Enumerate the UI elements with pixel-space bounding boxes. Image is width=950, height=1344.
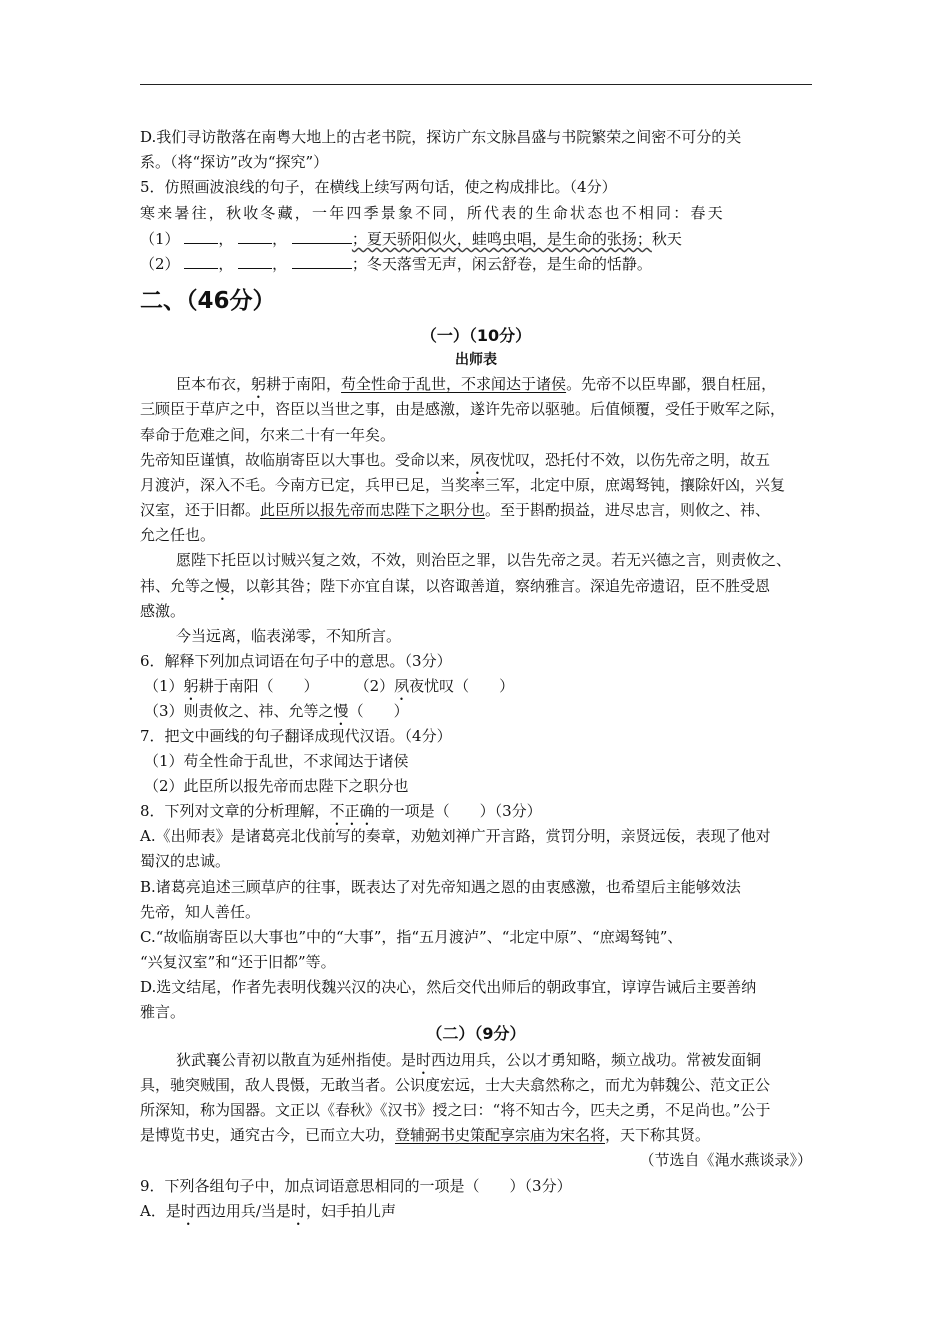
- q6-dotted-gong: 躬: [183, 677, 199, 695]
- passage1-line10: 感激。: [140, 602, 186, 620]
- passage1-line5: 月渡泸，深入不毛。今南方已定，兵甲已足，当奖率三军，北定中原，庶竭驽钝，攘除奸凶，兴复: [140, 476, 786, 494]
- section-2-title: 二、（46分）: [140, 288, 276, 314]
- q5-stem: 5．仿照画波浪线的句子，在横线上续写两句话，使之构成排比。（4分）: [140, 178, 617, 196]
- q5-blank-2b[interactable]: [238, 254, 272, 269]
- q9-option-a: A．是时西边用兵/当是时，妇手拍儿声: [140, 1202, 396, 1220]
- q5-blank-2c[interactable]: [292, 254, 352, 269]
- dotted-word-su: 夙: [470, 451, 486, 469]
- q8-dotted-incorrect: 不正确: [329, 802, 375, 820]
- q5-wavy-sentence: ；夏天骄阳似火，蛙鸣虫唱，是生命的张扬；: [351, 230, 652, 248]
- q8-option-c-line2: “兴复汉室”和“还于旧都”等。: [140, 953, 336, 971]
- underlined-sentence-1: 苟全性命于乱世，不求闻达于诸侯: [341, 375, 567, 393]
- q8-option-b-line2: 先帝，知人善任。: [140, 903, 261, 921]
- q5-line2-end: 秋天: [651, 230, 682, 248]
- q5-blank2-label: （2）: [140, 255, 180, 273]
- passage1-line1: 臣本布衣，躬耕于南阳，苟全性命于乱世，不求闻达于诸侯。先帝不以臣卑鄙，猥自枉屈，: [176, 375, 777, 393]
- dotted-word-gong: 躬: [251, 375, 267, 393]
- passage2-dotted-shi: 时: [416, 1051, 432, 1069]
- passage1-line7: 允之任也。: [140, 526, 216, 544]
- q8-option-d-line2: 雅言。: [140, 1003, 186, 1021]
- passage1-line8: 愿陛下托臣以讨贼兴复之效，不效，则治臣之罪，以告先帝之灵。若无兴德之言，则责攸之、: [176, 551, 792, 569]
- q6-dotted-su: 夙: [394, 677, 410, 695]
- q5-blank-1c[interactable]: [292, 229, 352, 244]
- q5-blank-1a[interactable]: [184, 229, 218, 244]
- passage2-line1: 狄武襄公青初以散直为延州指使。是时西边用兵，公以才勇知略，频立战功。常被发面铜: [176, 1051, 762, 1069]
- passage1-line4: 先帝知臣谨慎，故临崩寄臣以大事也。受命以来，夙夜忧叹，恐托付不效，以伤先帝之明，故五: [140, 451, 771, 469]
- q5-line1: 寒来暑往，秋收冬藏，一年四季景象不同，所代表的生命状态也不相同：春天: [140, 204, 725, 222]
- passage2-line4: 是博览书史，通究古今，已而立大功，登辅弼书史策配享宗庙为宋名将，天下称其贤。: [140, 1126, 711, 1144]
- part1-title: 出师表: [455, 352, 497, 368]
- q5-blank-1b[interactable]: [238, 229, 272, 244]
- header-rule: [140, 84, 812, 85]
- passage1-line3: 奉命于危难之间，尔来二十有一年矣。: [140, 426, 396, 444]
- q9-dotted-shi-1: 时: [180, 1202, 196, 1220]
- q6-items-row1: （1）躬耕于南阳（ ） （2）夙夜忧叹（ ）: [144, 677, 515, 695]
- passage1-line11: 今当远离，临表涕零，不知所言。: [176, 627, 402, 645]
- q7-item1: （1）苟全性命于乱世，不求闻达于诸侯: [144, 752, 409, 770]
- q6-dotted-man: 慢: [333, 702, 349, 720]
- q6-items-row2: （3）则责攸之、祎、允等之慢（ ）: [144, 702, 409, 720]
- q5-line2: （1） ， ， ；夏天骄阳似火，蛙鸣虫唱，是生命的张扬；秋天: [140, 230, 682, 248]
- dotted-word-man: 慢: [215, 577, 231, 595]
- q8-option-b-line1: B.诸葛亮追述三顾草庐的往事，既表达了对先帝知遇之恩的由衷感激，也希望后主能够效法: [140, 878, 741, 896]
- passage1-line9: 祎、允等之慢，以彰其咎；陛下亦宜自谋，以咨诹善道，察纳雅言。深追先帝遗诏，臣不胜受恩: [140, 577, 771, 595]
- q8-option-a-line2: 蜀汉的忠诚。: [140, 852, 231, 870]
- passage2-line2: 具，驰突贼围，敌人畏慑，无敢当者。公识度宏远，士大夫翕然称之，而尤为韩魏公、范文正公: [140, 1076, 771, 1094]
- passage1-line6: 汉室，还于旧都。此臣所以报先帝而忠陛下之职分也。至于斟酌损益，进尽忠言，则攸之、祎、: [140, 501, 771, 519]
- passage1-line2: 三顾臣于草庐之中，咨臣以当世之事，由是感激，遂许先帝以驱驰。后值倾覆，受任于败军之际，: [140, 400, 786, 418]
- underlined-sentence-2: 此臣所以报先帝而忠陛下之职分也: [260, 501, 486, 519]
- passage2-underlined-sentence: 登辅弼书史策配享宗庙为宋名将: [395, 1126, 606, 1144]
- q8-option-c-line1: C.“故临崩寄臣以大事也”中的“大事”，指“五月渡泸”、“北定中原”、“庶竭驽钝”、: [140, 928, 683, 946]
- q9-dotted-shi-2: 时: [290, 1202, 306, 1220]
- q4-option-d-line1: D.我们寻访散落在南粤大地上的古老书院，探访广东文脉昌盛与书院繁荣之间密不可分的关: [140, 128, 742, 146]
- passage2-source: （节选自《渑水燕谈录》）: [639, 1151, 812, 1169]
- q5-blank-2a[interactable]: [184, 254, 218, 269]
- q6-stem: 6．解释下列加点词语在句子中的意思。（3分）: [140, 652, 452, 670]
- passage2-line3: 所深知，称为国器。文正以《春秋》《汉书》授之曰：“将不知古今，匹夫之勇，不足尚也。”公于: [140, 1101, 771, 1119]
- q9-stem: 9．下列各组句子中，加点词语意思相同的一项是（ ）（3分）: [140, 1177, 572, 1195]
- q5-line3: （2） ， ， ；冬天落雪无声，闲云舒卷，是生命的恬静。: [140, 255, 652, 273]
- q8-option-d-line1: D.选文结尾，作者先表明伐魏兴汉的决心，然后交代出师后的朝政事宜，谆谆告诫后主要善纳: [140, 978, 757, 996]
- part2-heading: （二）（9分）: [426, 1024, 526, 1043]
- q7-item2: （2）此臣所以报先帝而忠陛下之职分也: [144, 777, 409, 795]
- q5-blank1-label: （1）: [140, 230, 180, 248]
- q5-line3-text: ；冬天落雪无声，闲云舒卷，是生命的恬静。: [351, 255, 652, 273]
- part1-heading: （一）（10分）: [420, 326, 532, 345]
- q8-option-a-line1: A.《出师表》是诸葛亮北伐前写的奏章，劝勉刘禅广开言路，赏罚分明，亲贤远佞，表现了他对: [140, 827, 771, 845]
- q8-stem: 8．下列对文章的分析理解，不正确的一项是（ ）（3分）: [140, 802, 542, 820]
- q4-option-d-line2: 系。（将“探访”改为“探究”）: [140, 153, 329, 171]
- q7-stem: 7．把文中画线的句子翻译成现代汉语。（4分）: [140, 727, 452, 745]
